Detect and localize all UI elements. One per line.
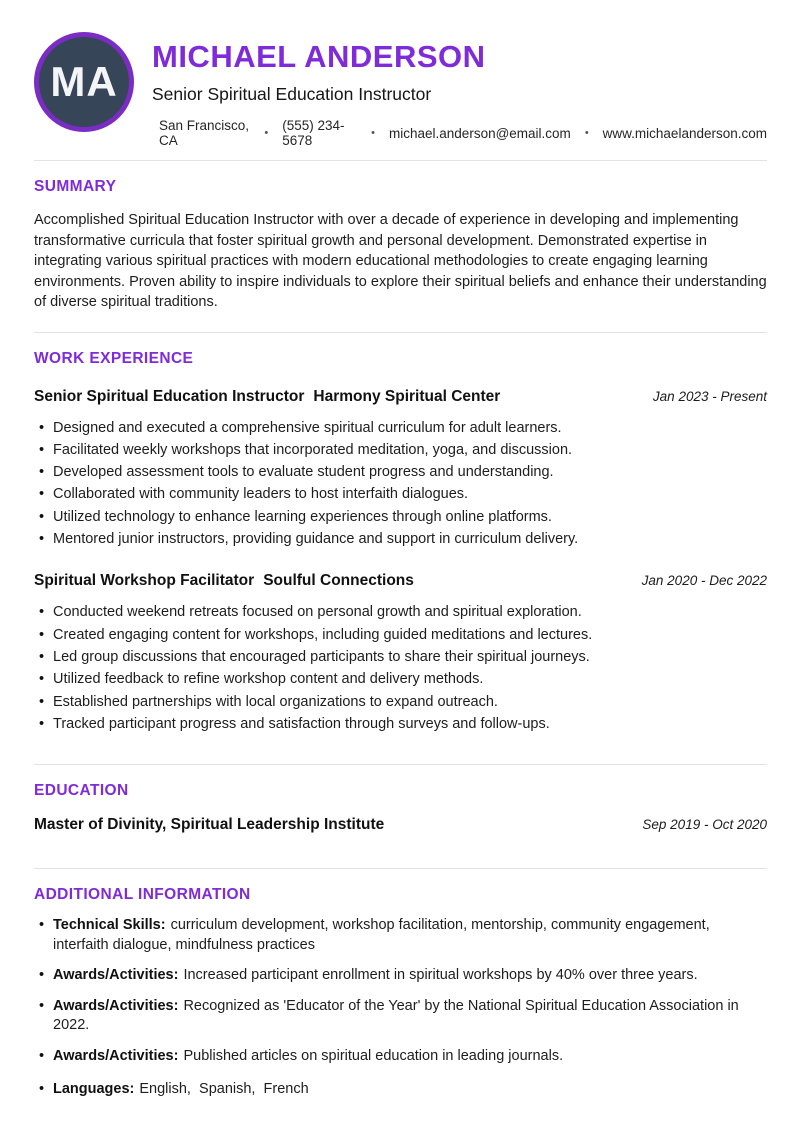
bullet-item: • Utilized feedback to refine workshop content and delivery methods.	[34, 668, 767, 690]
avatar-initials: MA	[50, 58, 118, 105]
job-entry	[34, 388, 767, 551]
bullet-item: • Tracked participant progress and satisfaction through surveys and follow-ups.	[34, 713, 767, 735]
additional-information-heading: ADDITIONAL INFORMATION	[34, 886, 251, 904]
work-experience-heading: WORK EXPERIENCE	[34, 349, 194, 367]
bullet-item: • Utilized technology to enhance learning experiences through online platforms.	[34, 506, 767, 528]
info-item	[34, 1080, 767, 1100]
job-entry	[34, 572, 767, 735]
job-title: Spiritual Workshop Facilitator	[34, 572, 255, 590]
info-item	[34, 1047, 767, 1067]
education-entry	[34, 816, 767, 834]
info-label: Awards/Activities:	[53, 1047, 179, 1064]
additional-information-section	[34, 869, 767, 1100]
bullet-item: • Created engaging content for workshops, including guided meditations and lectures.	[34, 624, 767, 646]
job-header	[34, 388, 767, 406]
bullet-item: • Conducted weekend retreats focused on personal growth and spiritual exploration.	[34, 601, 767, 623]
education-degree: Master of Divinity, Spiritual Leadership Institute	[34, 816, 385, 834]
info-text: Published articles on spiritual education in leading journals.	[183, 1047, 564, 1064]
job-bullet-list	[34, 417, 767, 551]
bullet-separator-icon: •	[264, 127, 269, 140]
contact-row	[159, 118, 767, 148]
bullet-item: • Developed assessment tools to evaluate student progress and understanding.	[34, 461, 767, 483]
summary-heading: SUMMARY	[34, 178, 117, 196]
education-dates: Sep 2019 - Oct 2020	[642, 817, 767, 833]
contact-phone: (555) 234-5678	[282, 118, 345, 149]
job-title: Senior Spiritual Education Instructor	[34, 387, 305, 405]
bullet-separator-icon: •	[371, 127, 376, 140]
header-text	[152, 30, 767, 148]
bullet-item: • Mentored junior instructors, providing guidance and support in curriculum delivery.	[34, 528, 767, 550]
job-bullet-list	[34, 601, 767, 735]
bullet-item: • Established partnerships with local organizations to expand outreach.	[34, 691, 767, 713]
bullet-item: • Collaborated with community leaders to host interfaith dialogues.	[34, 483, 767, 505]
bullet-item: • Designed and executed a comprehensive spiritual curriculum for adult learners.	[34, 417, 767, 439]
work-experience-section	[34, 333, 767, 765]
summary-section	[34, 161, 767, 332]
job-title-line	[34, 572, 414, 590]
bullet-separator-icon: •	[584, 127, 589, 140]
info-label: Languages:	[53, 1081, 135, 1098]
resume-header	[34, 30, 767, 148]
contact-email[interactable]: michael.anderson@email.com	[389, 125, 571, 141]
education-section	[34, 765, 767, 868]
candidate-title: Senior Spiritual Education Instructor	[152, 84, 432, 105]
info-item	[34, 916, 767, 955]
info-item	[34, 997, 767, 1036]
candidate-name: MICHAEL ANDERSON	[152, 39, 486, 74]
job-dates: Jan 2020 - Dec 2022	[641, 573, 767, 589]
info-text: Increased participant enrollment in spiritual workshops by 40% over three years.	[183, 967, 698, 984]
info-text: English, Spanish, French	[139, 1081, 309, 1098]
bullet-item: • Led group discussions that encouraged participants to share their spiritual journeys.	[34, 646, 767, 668]
job-header	[34, 572, 767, 590]
info-label: Awards/Activities:	[53, 997, 179, 1014]
education-heading: EDUCATION	[34, 782, 129, 800]
info-item	[34, 966, 767, 986]
contact-website[interactable]: www.michaelanderson.com	[602, 125, 767, 141]
additional-info-list	[34, 916, 767, 1100]
contact-location: San Francisco, CA	[159, 118, 250, 149]
job-dates: Jan 2023 - Present	[652, 388, 767, 404]
job-company: Soulful Connections	[263, 572, 414, 590]
bullet-item: • Facilitated weekly workshops that incorporated meditation, yoga, and discussion.	[34, 439, 767, 461]
info-text: curriculum development, workshop facilitation, mentorship, community engagement, interfaith dialogue, mindfulness practices	[53, 917, 714, 953]
job-company: Harmony Spiritual Center	[313, 387, 501, 405]
info-label: Technical Skills:	[53, 917, 166, 934]
avatar	[34, 32, 134, 132]
info-label: Awards/Activities:	[53, 967, 179, 984]
info-text: Recognized as 'Educator of the Year' by the National Spiritual Education Association in 2022.	[53, 997, 743, 1034]
job-title-line	[34, 388, 500, 406]
summary-text: Accomplished Spiritual Education Instructor with over a decade of experience in developing and implementing transformative curricula that foster spiritual growth and personal development. Demonstrated expertise in integrating various spiritual practices with modern educational methodologies to create engaging learning environments. Proven ability to inspire individuals to explore their spiritual beliefs and enhance their understanding of diverse spiritual traditions.	[34, 212, 767, 311]
